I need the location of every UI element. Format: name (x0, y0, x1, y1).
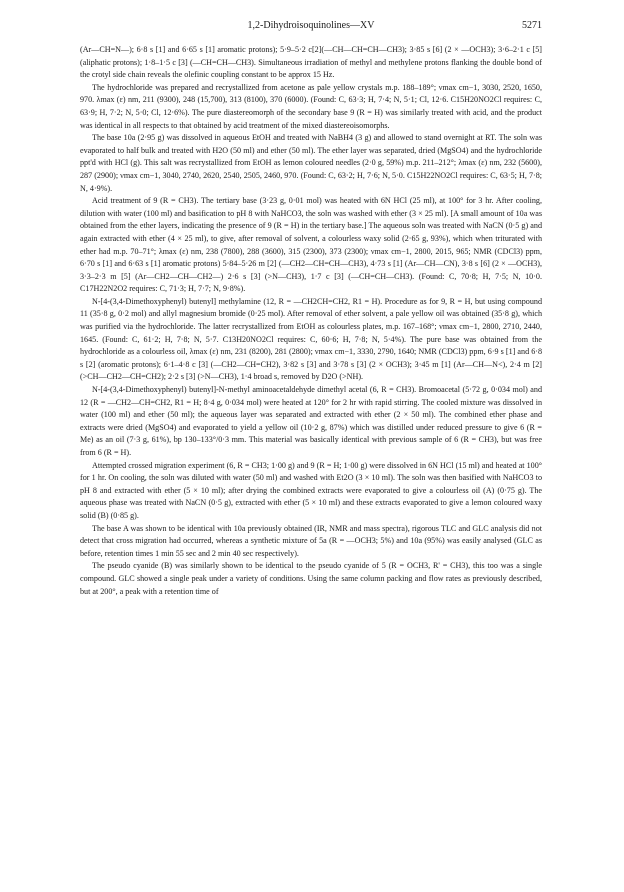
article-body (80, 44, 542, 598)
paragraph-pseudo-cyanide: The pseudo cyanide (B) was similarly shown to be identical to the pseudo cyanide of 5 (R = OCH3, R' = CH3), this too was a single compound. GLC showed a single peak under a variety of conditions. Using the same column packing and flow rates as previously described, but at 200°, a peak with a retention time of (80, 561, 542, 596)
running-title: 1,2-Dihydroisoquinolines—XV (247, 20, 375, 31)
paragraph-acetal-synthesis: N-[4-(3,4-Dimethoxyphenyl) butenyl]-N-methyl aminoacetaldehyde dimethyl acetal (6, R = CH3). Bromoacetal (5·72 g, 0·034 mol) and 12 (R = —CH2—CH=CH2, R1 = H; 8·4 g, 0·034 mol) were heated at 120° for 2 hr with rapid stirring. The cooled mixture was dissolved in water (100 ml) and ether (50 ml); the aqueous layer was separated and extracted with ether (2 × 50 ml). The combined ether phase and extracts were dried (MgSO4) and evaporated to yield a yellow oil (10·2 g, 87%) which was distilled under reduced pressure to give 6 (R = Me) as an oil (7·3 g, 61%), bp 130–133°/0·3 mm. This material was basically identical with previous sample of 6 (R = CH3), but was free from 6 (R = H). (80, 385, 542, 457)
paragraph-hydrochloride: The hydrochloride was prepared and recrystallized from acetone as pale yellow crystals m.p. 188–189°; νmax cm−1, 3030, 2520, 1650, 970. λmax (ε) nm, 211 (9300), 248 (15,700), 313 (8100), 370 (6000). (Found: C, 63·3; H, 7·4; N, 5·1; Cl, 12·6. C15H20NO2Cl requires: C, 63·9; H, 7·2; N, 5·0; Cl, 12·6%). The pure diastereomorph of the secondary base 9 (R = H) was similarly treated with acid, and the product was identical in all respects to that obtained by acid treatment of the mixed diastereoisomorphs. (80, 82, 542, 130)
paragraph-butenyl-methylamine: N-[4-(3,4-Dimethoxyphenyl) butenyl] methylamine (12, R = —CH2CH=CH2, R1 = H). Procedure as for 9, R = H, but using compound 11 (35·8 g, 0·2 mol) and allyl magnesium bromide (0·25 mol). After removal of ether solvent, a pale yellow oil was obtained (35·8 g), which was purified via the hydrochloride. The latter recrystallized from EtOH as colourless plates, m.p. 167–168°; νmax cm−1, 2800, 2710, 2440, 1645. (Found: C, 61·2; H, 7·8; N, 5·7. C13H20NO2Cl requires: C, 60·6; H, 7·8; N, 5·4%). The pure base was obtained from the hydrochloride as a colourless oil, λmax (ε) nm, 231 (8200), 281 (2800); νmax cm−1, 3330, 2790, 1640; NMR (CDCl3) ppm, 6·9 s [1] and 6·8 s [2] (aromatic protons); 6·1–4·8 c [3] (—CH2—CH=CH2), 3·82 s [3] and 3·78 s [3] (2 × OCH3); 3·45 m [1] (Ar—CH—N<), 2·4 m [2] (>CH—CH2—CH=CH2); 2·2 s [3] (>N—CH3), 1·4 broad s, removed by D2O (>NH). (80, 296, 542, 382)
paragraph-crossed-migration: Attempted crossed migration experiment (6, R = CH3; 1·00 g) and 9 (R = H; 1·00 g) were dissolved in 6N HCl (15 ml) and heated at 100° for 1 hr. On cooling, the soln was diluted with water (50 ml) and washed with Et2O (3 × 10 ml). The soln was then basified with NaHCO3 to pH 8 and extracted with ether (5 × 10 ml); after drying the combined extracts were evaporated to give a colourless oil (A) (0·75 g). The aqueous phase was treated with NaCN (0·5 g), extracted with ether (5 × 10 ml) and these extracts evaporated to give a lemon coloured waxy solid (B) (0·85 g). (80, 460, 542, 520)
page-number: 5271 (522, 20, 542, 31)
paragraph-base-a-identity: The base A was shown to be identical with 10a previously obtained (IR, NMR and mass spectra), rigorous TLC and GLC analysis did not detect that cross migration had occurred, whereas a synthetic mixture of 5a (R = —OCH3; 5%) and 10a (95%) was easily analysed (GLC as before, retention times 1 min 55 sec and 2 min 40 sec respectively). (80, 523, 542, 558)
paragraph-nabh4-reduction: The base 10a (2·95 g) was dissolved in aqueous EtOH and treated with NaBH4 (3 g) and allowed to stand overnight at RT. The soln was evaporated to half bulk and treated with H2O (50 ml) and ether (50 ml). The ether layer was separated, dried (MgSO4) and the hydrochloride ppt'd with HCl (g). This salt was recrystallized from EtOH as lemon coloured needles (2·0 g, 59%) m.p. 211–212°; λmax (ε) nm, 232 (5600), 287 (2900); νmax cm−1, 3040, 2740, 2620, 2540, 2505, 2460, 970. (Found: C, 63·2; H, 7·6; N, 5·0. C15H22NO2Cl requires: C, 63·5; H, 7·8; N, 4·9%). (80, 133, 542, 193)
running-header (80, 20, 542, 34)
paragraph-acid-treatment: Acid treatment of 9 (R = CH3). The tertiary base (3·23 g, 0·01 mol) was heated with 6N HCl (25 ml), at 100° for 3 hr. After cooling, dilution with water (100 ml) and basification to pH 8 with NaHCO3, the soln was washed with ether (3 × 25 ml). [A small amount of 10a was obtained from the ether layers, indicating the presence of 9 (R = H) in the tertiary base.] The aqueous soln was treated with NaCN (0·5 g) and again extracted with ether (4 × 25 ml), to give, after removal of solvent, a colourless waxy solid (2·65 g, 93%), which when triturated with ether had m.p. 70–71°; λmax (ε) nm, 238 (7800), 288 (3600), 315 (2300), 373 (2300); νmax cm−1, 2800, 2015, 965; NMR (CDCl3) ppm, 6·70 s [1] and 6·63 s [1] aromatic protons) 5·84–5·26 m [2] (—CH2—CH=CH—CH3), 4·73 s [1] (Ar—CH—CN), 3·8 s [6] (2 × —OCH3), 3·3–2·3 m [5] (Ar—CH2—CH—CH2—) 2·6 s [3] (>N—CH3), 1·7 c [3] (—CH=CH—CH3). (Found: C, 70·8; H, 7·5; N, 10·0. C17H22N2O2 requires: C, 71·3; H, 7·7; N, 9·8%). (80, 196, 542, 294)
paragraph-continued-nmr: (Ar—CH=N—); 6·8 s [1] and 6·65 s [1] aromatic protons); 5·9–5·2 c[2](—CH—CH=CH—CH3); 3·85 s [6] (2 × —OCH3); 3·6–2·1 c [5] (aliphatic protons); 1·8–1·5 c [3] (—CH=CH—CH3). Simultaneous irradiation of methyl and methylene protons flanking the double bond of the crotyl side chain reveals the olefinic coupling constant to be approx 15 Hz. (80, 45, 542, 80)
